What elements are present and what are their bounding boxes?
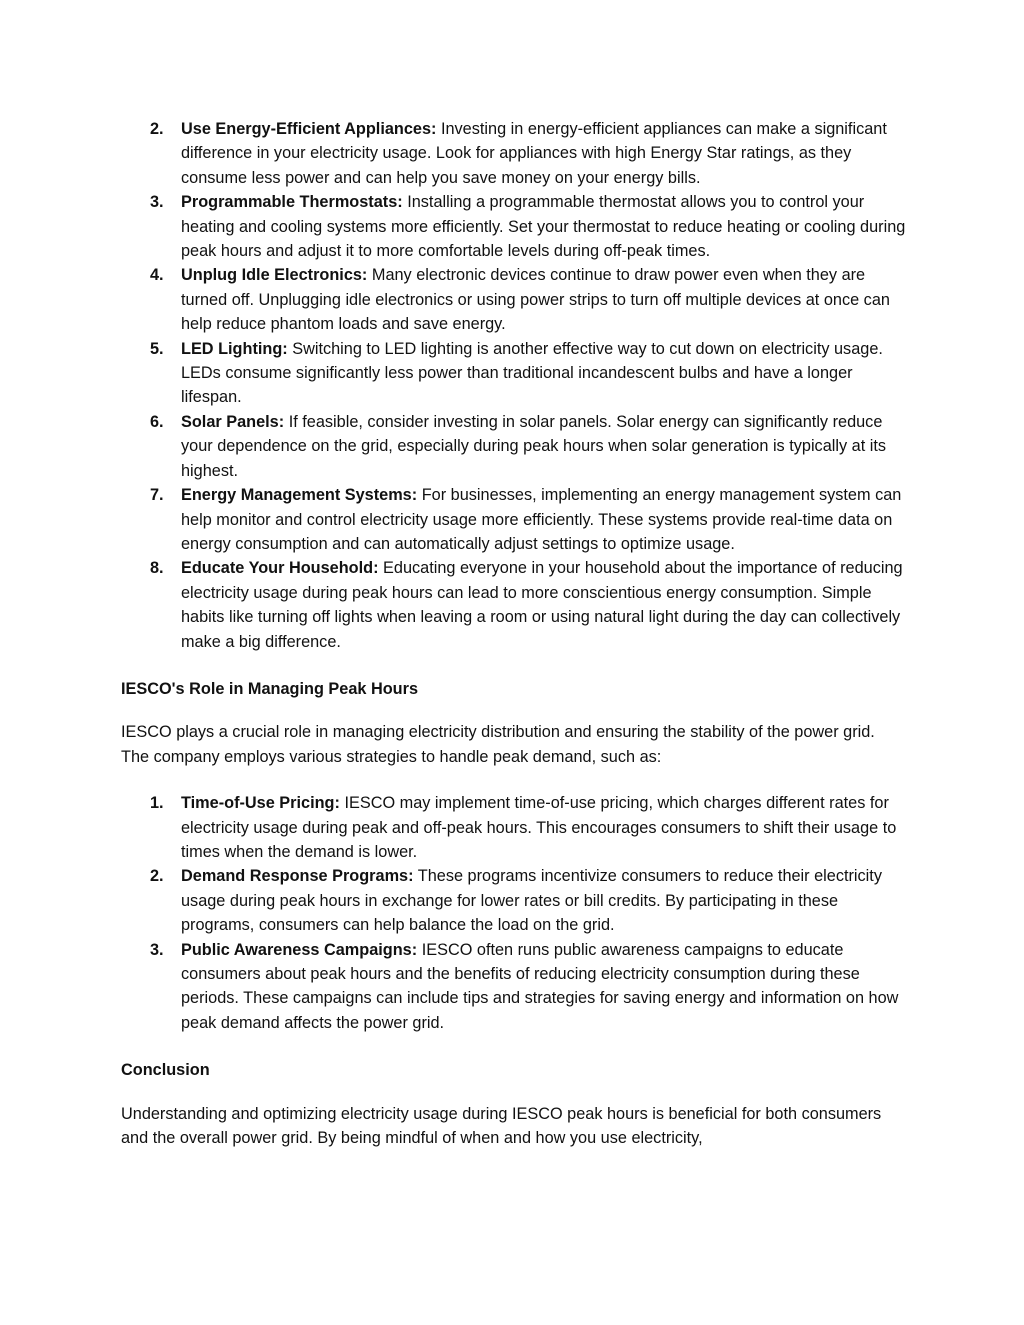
list-item-term: Educate Your Household: [181,559,379,578]
conclusion-paragraph: Understanding and optimizing electricity usage during IESCO peak hours is beneficial for both consumers and the overall power grid. By being mindful of when and how you use electricity, [121,1104,882,1148]
list-item [121,263,906,336]
list-item-text: For businesses, implementing an energy management system can help monitor and control electricity usage more efficiently. These systems provide real-time data on energy consumption and can automatically adjust settings to optimize usage. [181,486,902,553]
list-item-number: 2. [150,867,164,886]
list-item-number: 2. [150,120,164,138]
list-item-text: IESCO may implement time-of-use pricing, which charges different rates for electricity usage during peak and off-peak hours. This encourages consumers to shift their usage to times when the demand is lower. [181,794,897,861]
section-heading-conclusion: Conclusion [121,1061,210,1080]
list-item-number: 5. [150,339,164,358]
list-item-text: IESCO often runs public awareness campaigns to educate consumers about peak hours and the benefits of reducing electricity consumption during these periods. These campaigns can include tips and strategies for saving energy and information on how peak demand affects the power grid. [181,940,899,1032]
list-item-text: These programs incentivize consumers to reduce their electricity usage during peak hours in exchange for lower rates or bill credits. By participating in these programs, consumers can help balance the load on the grid. [181,867,882,935]
list-item-term: Unplug Idle Electronics: [181,266,368,285]
list-item-text: If feasible, consider investing in solar panels. Solar energy can significantly reduce your dependence on the grid, especially during peak hours when solar generation is typically at its highest. [181,412,887,480]
list-item-number: 1. [150,794,164,813]
document-content [121,117,906,1150]
list-item-number: 4. [150,266,164,285]
list-item-term: Public Awareness Campaigns: [181,940,418,959]
list-item-term: Energy Management Systems: [181,486,418,505]
list-item [121,117,906,190]
list-item-number: 3. [150,940,164,959]
iesco-strategies-list [121,791,906,1035]
list-item-term: Solar Panels: [181,412,285,431]
list-item-text: Educating everyone in your household about the importance of reducing electricity usage during peak hours can lead to more conscientious energy consumption. Simple habits like turning off lights when leaving a room or using natural light during the day can collectively make a big difference. [181,559,903,651]
list-item-number: 3. [150,193,164,212]
list-item [121,483,906,556]
list-item [121,791,906,864]
list-item-text: Investing in energy-efficient appliances can make a significant difference in your electricity usage. Look for appliances with high Energy Star ratings, as they consume less power and can help you save money on your energy bills. [181,120,887,187]
list-item [121,938,906,1036]
section-heading-iesco-role: IESCO's Role in Managing Peak Hours [121,679,418,698]
list-item-number: 7. [150,486,164,505]
list-item [121,864,906,937]
list-item-text: Many electronic devices continue to draw power even when they are turned off. Unplugging idle electronics or using power strips to turn off multiple devices at once can help reduce phantom loads and save energy. [181,266,890,334]
list-item-term: Time-of-Use Pricing: [181,794,340,813]
list-item-number: 6. [150,412,164,431]
list-item [121,556,906,654]
iesco-intro-paragraph: IESCO plays a crucial role in managing electricity distribution and ensuring the stability of the power grid. The company employs various strategies to handle peak demand, such as: [121,723,875,766]
list-item [121,410,906,483]
list-item [121,190,906,263]
list-item-term: Programmable Thermostats: [181,193,403,212]
list-item [121,337,906,410]
list-item-term: Demand Response Programs: [181,867,414,886]
list-item-text: Switching to LED lighting is another effective way to cut down on electricity usage. LEDs consume significantly less power than traditional incandescent bulbs and have a longer lifespan. [181,339,883,407]
energy-tips-list [121,117,906,654]
list-item-number: 8. [150,559,164,578]
list-item-text: Installing a programmable thermostat allows you to control your heating and cooling systems more efficiently. Set your thermostat to reduce heating or cooling during peak hours and adjust it to more comfortable levels during off-peak times. [181,193,906,261]
list-item-term: Use Energy-Efficient Appliances: [181,120,437,138]
list-item-term: LED Lighting: [181,339,288,358]
